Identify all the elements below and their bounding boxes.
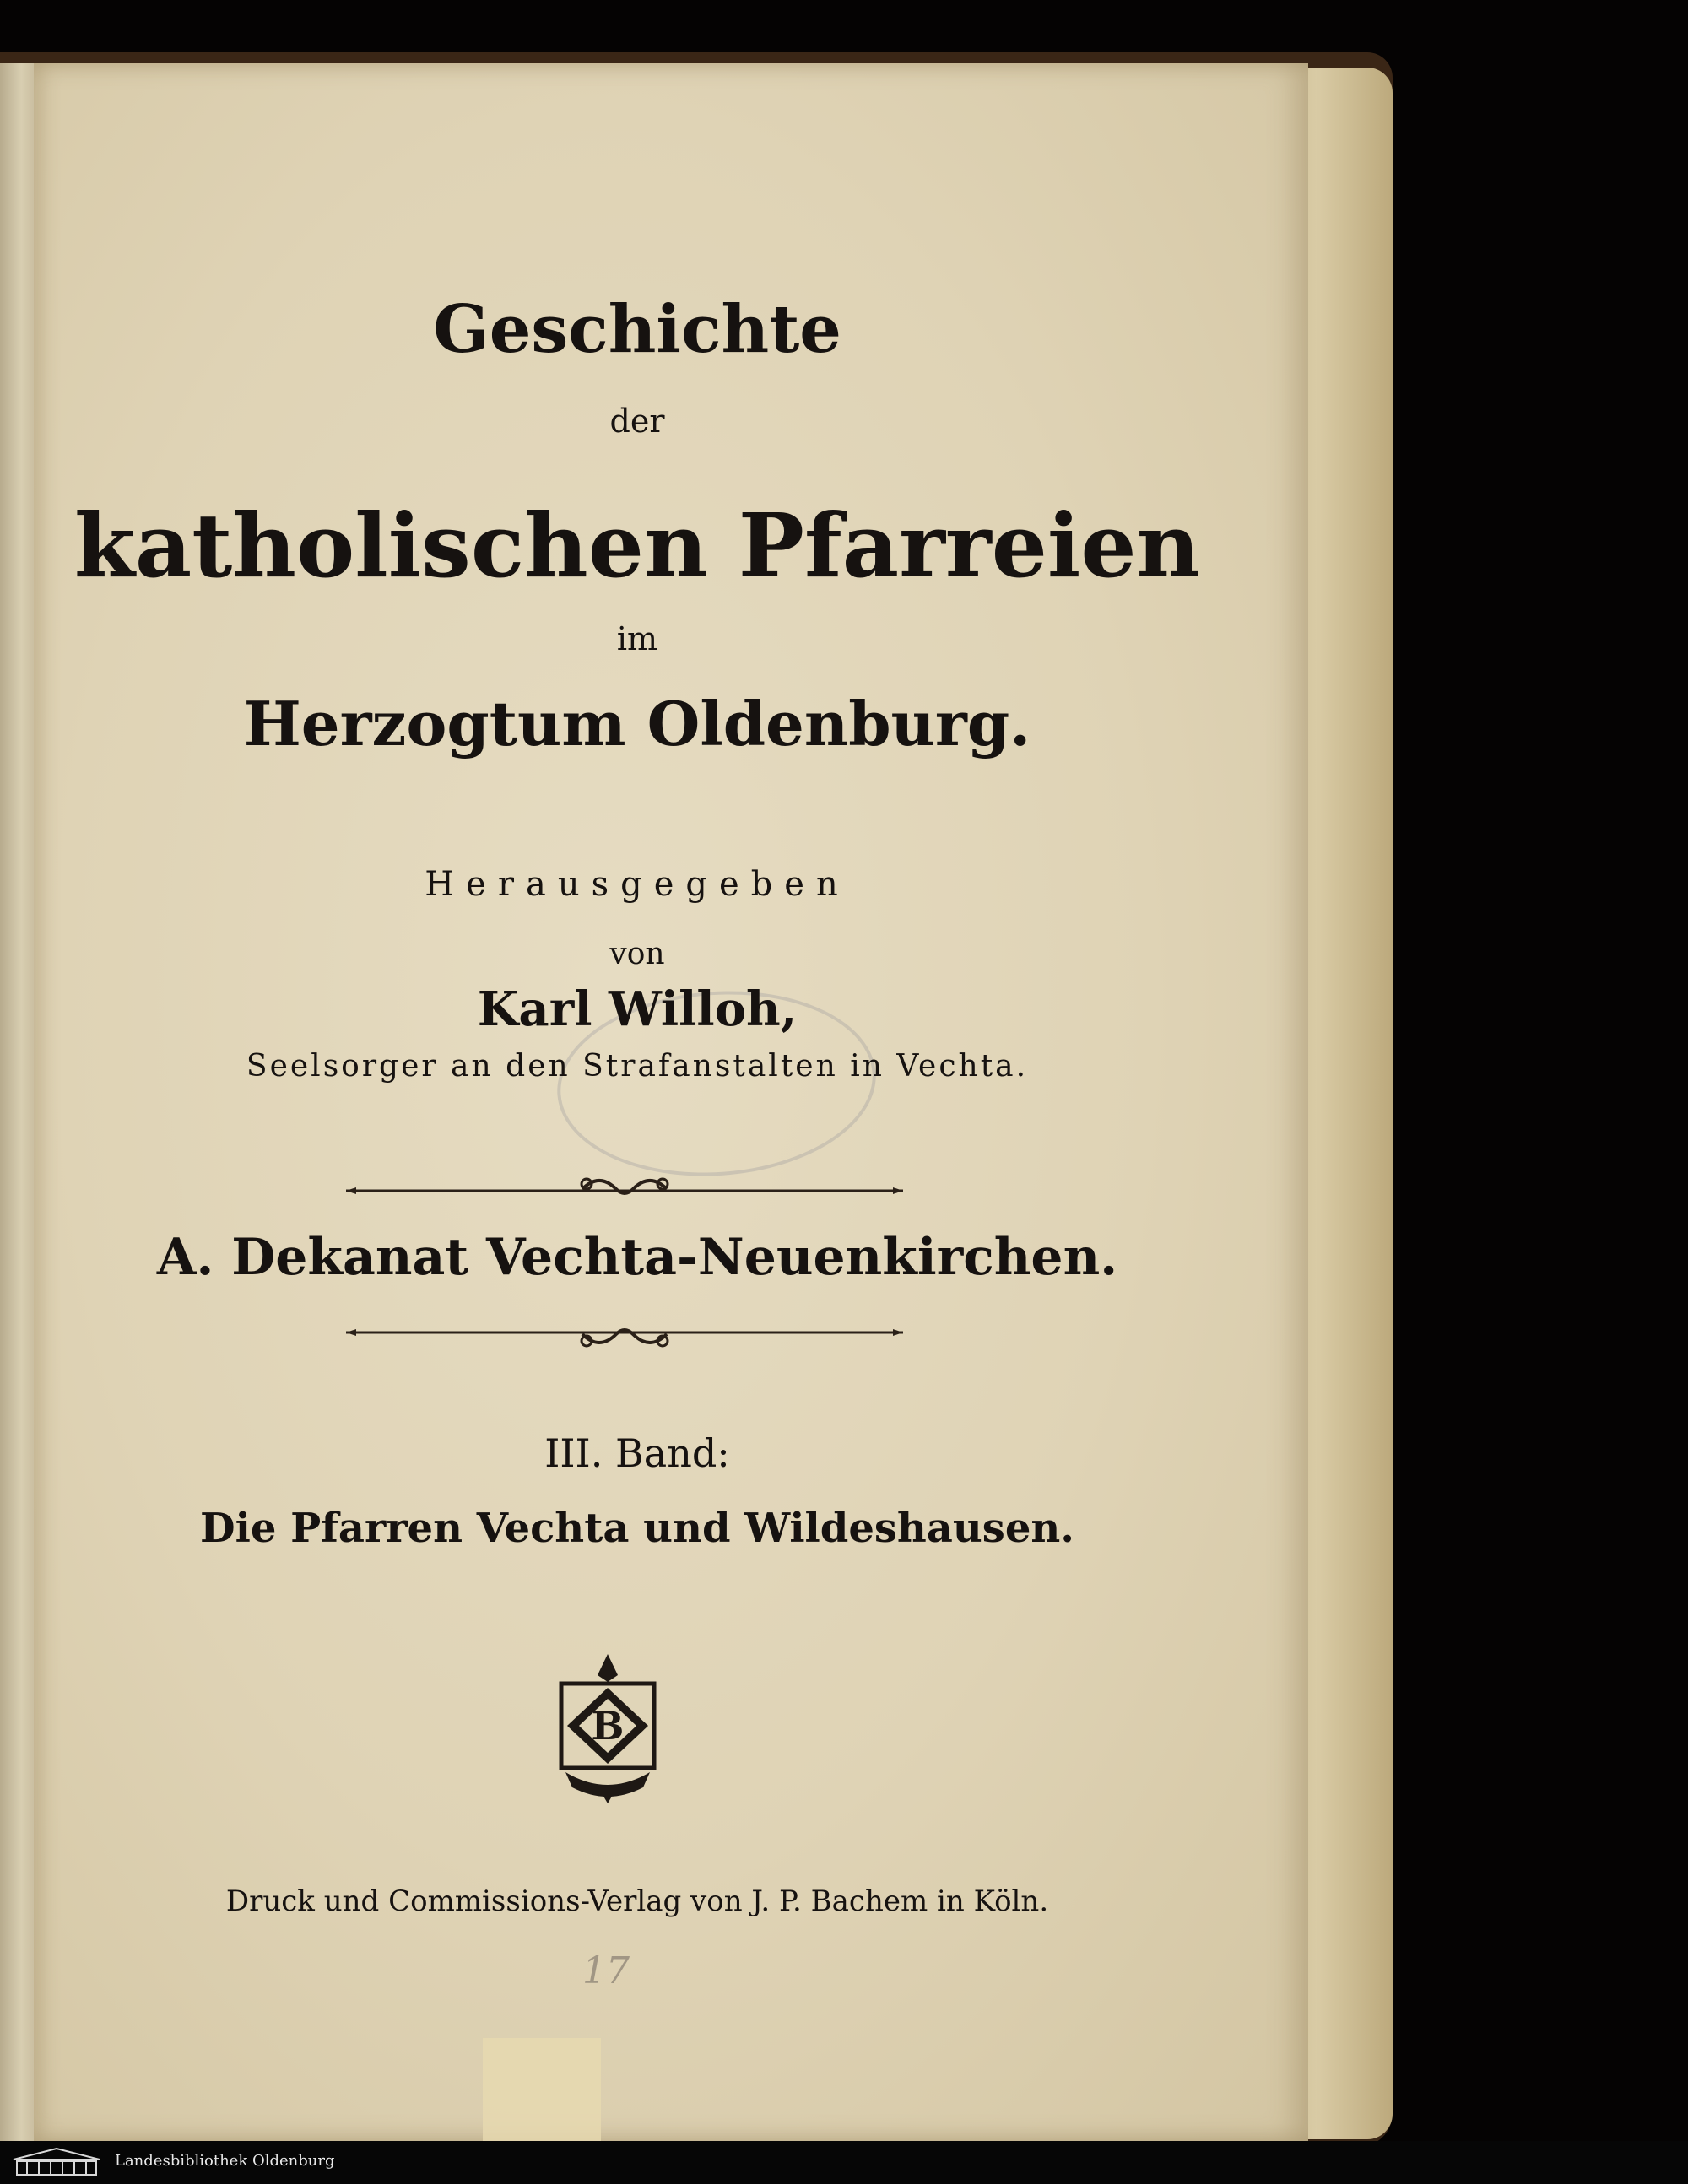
editor-name: Karl Willoh, xyxy=(477,981,798,1037)
title-line-2: der xyxy=(609,403,665,440)
left-facing-page xyxy=(0,63,35,2148)
ornamental-rule-bottom xyxy=(338,1321,912,1354)
footer-bar xyxy=(0,2141,1688,2184)
title-page xyxy=(34,63,1308,2141)
editor-label: Herausgegeben xyxy=(425,865,850,904)
publisher-mark-icon xyxy=(549,1650,667,1806)
section-title: A. Dekanat Vechta-Neuenkirchen. xyxy=(156,1228,1118,1287)
editor-von: von xyxy=(609,937,665,971)
library-name: Landesbibliothek Oldenburg xyxy=(115,2152,335,2170)
title-line-3: katholischen Pfarreien xyxy=(73,494,1201,597)
editor-role: Seelsorger an den Strafanstalten in Vechta. xyxy=(246,1049,1029,1084)
title-line-5: Herzogtum Oldenburg. xyxy=(243,688,1031,760)
imprint: Druck und Commissions-Verlag von J. P. Bachem in Köln. xyxy=(225,1884,1049,1918)
volume-title: Die Pfarren Vechta und Wildeshausen. xyxy=(200,1505,1074,1552)
tape-strip xyxy=(483,2038,601,2141)
svg-text:B: B xyxy=(591,1703,625,1749)
title-line-1: Geschichte xyxy=(433,291,841,368)
volume-label: III. Band: xyxy=(544,1430,730,1476)
title-line-4: im xyxy=(616,620,658,657)
library-building-icon xyxy=(10,2146,103,2178)
ornamental-rule-top xyxy=(338,1169,912,1203)
pencil-note: 17 xyxy=(582,1949,630,1992)
